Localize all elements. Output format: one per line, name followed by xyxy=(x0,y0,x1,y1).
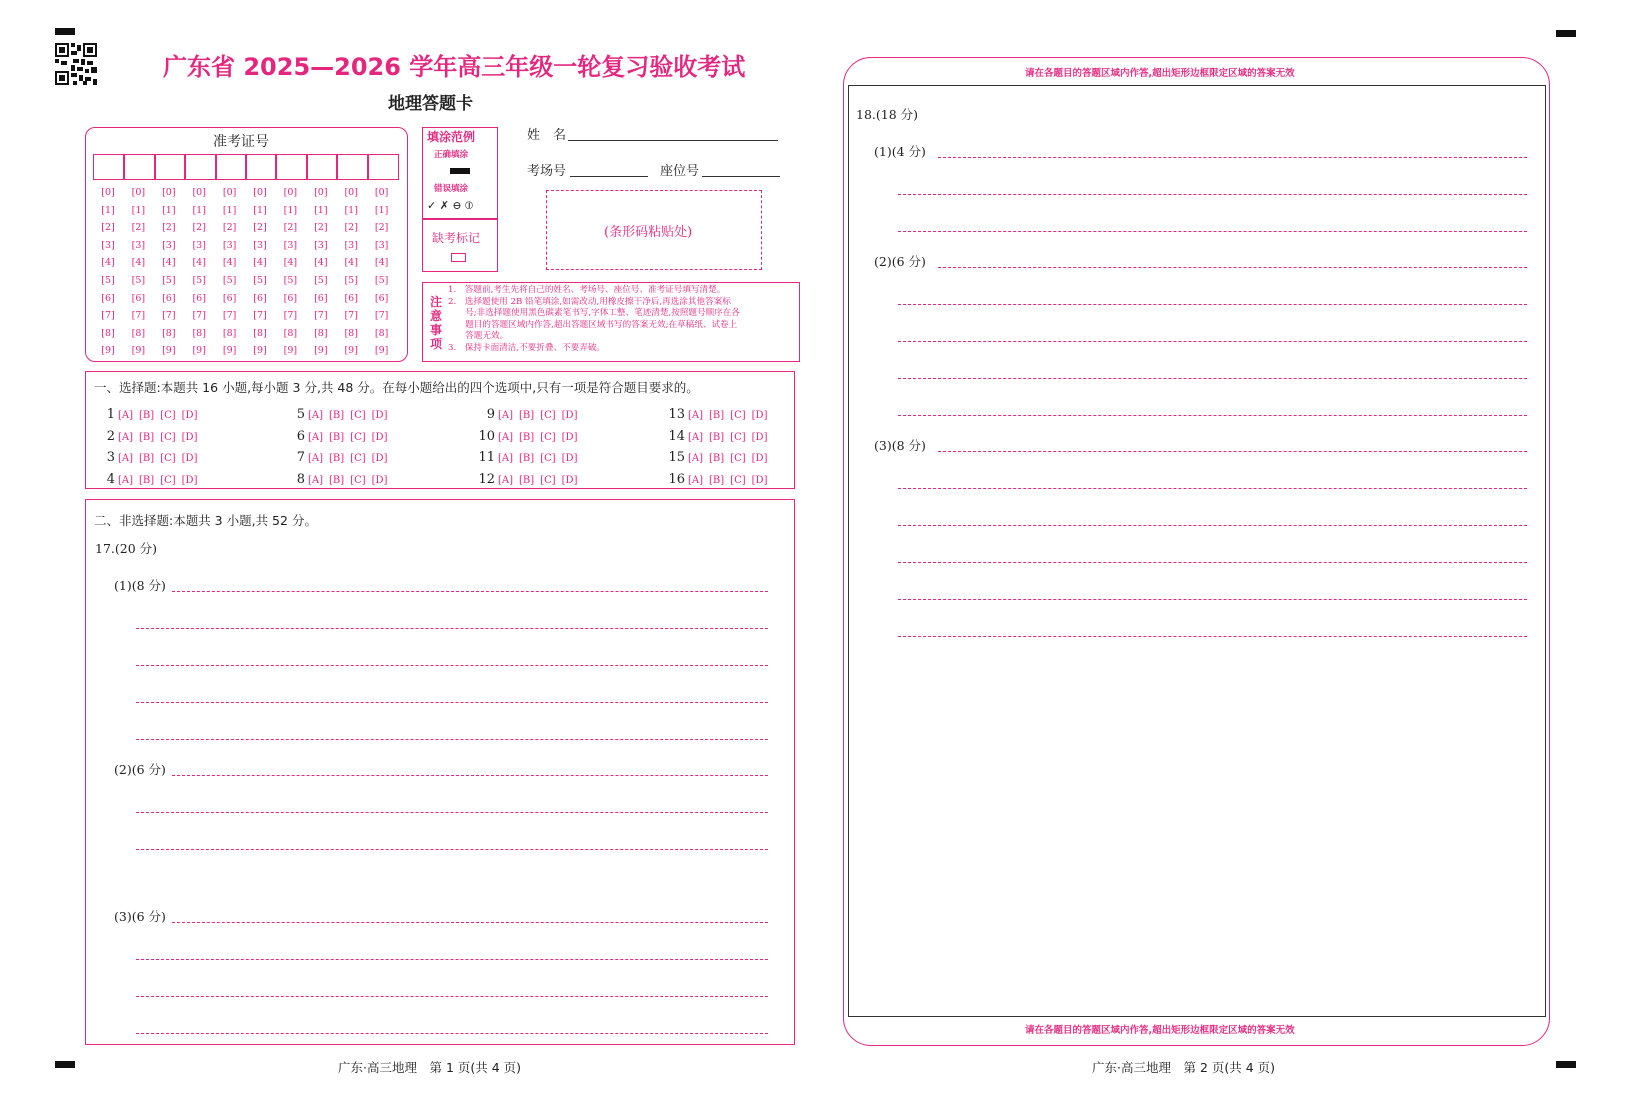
admission-digit-column xyxy=(125,184,151,360)
admission-digit-bubble[interactable]: [7] xyxy=(131,310,146,322)
choice-option-bubble[interactable]: [D] xyxy=(751,432,768,443)
choice-option-bubble[interactable]: [C] xyxy=(160,475,176,486)
admission-digit-cell[interactable] xyxy=(123,154,155,180)
choice-question-number: 7 xyxy=(296,450,305,465)
choice-question-number: 13 xyxy=(668,407,685,422)
q18-part3-label: (3)(8 分) xyxy=(874,438,926,453)
choice-option-bubble[interactable]: [B] xyxy=(329,410,345,421)
choice-question-row xyxy=(285,403,393,422)
admission-digit-bubble[interactable]: [2] xyxy=(192,222,206,234)
notice-item: 号;非选择题使用黑色碳素笔书写,字体工整、笔迹清楚,按照题号顺序在各 xyxy=(448,308,740,318)
choice-option-bubble[interactable]: [A] xyxy=(498,475,514,486)
name-field-line[interactable] xyxy=(568,140,778,141)
choice-option-bubble[interactable]: [A] xyxy=(308,475,324,486)
notice-label-char: 项 xyxy=(430,337,443,351)
choice-option-bubble[interactable]: [D] xyxy=(561,432,578,443)
admission-digit-bubble[interactable]: [5] xyxy=(344,274,358,286)
admission-digit-bubble[interactable]: [3] xyxy=(222,239,237,251)
name-field-label: 姓 名 xyxy=(527,128,567,143)
admission-digit-bubble[interactable]: [8] xyxy=(374,327,389,339)
admission-digit-bubble[interactable]: [1] xyxy=(101,204,115,216)
choice-option-bubble[interactable]: [A] xyxy=(498,453,514,464)
choice-option-bubble[interactable]: [A] xyxy=(118,453,134,464)
admission-digit-cell[interactable] xyxy=(154,154,186,180)
answer-line[interactable] xyxy=(898,194,1527,195)
admission-digit-bubble[interactable]: [8] xyxy=(222,327,237,339)
notice-label xyxy=(430,295,444,351)
notice-item: 答题无效。 xyxy=(448,331,509,341)
admission-digit-bubble[interactable]: [0] xyxy=(344,187,358,198)
admission-digit-bubble[interactable]: [6] xyxy=(222,292,237,304)
admission-digit-bubble[interactable]: [7] xyxy=(283,310,298,322)
registration-mark-top-right xyxy=(1556,30,1576,37)
admission-digit-bubble[interactable]: [4] xyxy=(283,257,298,269)
admission-digit-bubble[interactable]: [5] xyxy=(101,274,115,286)
card-subtitle: 地理答题卡 xyxy=(388,94,473,114)
choice-question-row xyxy=(665,468,773,487)
correct-fill-mark xyxy=(450,168,470,174)
choice-option-bubble[interactable]: [D] xyxy=(181,410,198,421)
admission-number-label: 准考证号 xyxy=(213,134,269,150)
admission-digit-bubble[interactable]: [3] xyxy=(374,239,389,251)
notice-label-char: 事 xyxy=(430,323,443,337)
choice-option-bubble[interactable]: [C] xyxy=(540,453,556,464)
admission-digit-bubble[interactable]: [1] xyxy=(162,204,176,216)
admission-digit-bubble[interactable]: [4] xyxy=(314,257,328,269)
q17-part3-label: (3)(6 分) xyxy=(114,909,166,924)
choice-option-bubble[interactable]: [D] xyxy=(751,410,768,421)
admission-digit-bubble[interactable]: [0] xyxy=(283,187,298,198)
choice-option-bubble[interactable]: [B] xyxy=(709,453,725,464)
fill-example-wrong-label: 错误填涂 xyxy=(434,184,469,194)
choice-option-bubble[interactable]: [A] xyxy=(308,432,324,443)
choice-question-number: 2 xyxy=(106,429,115,444)
choice-option-bubble[interactable]: [A] xyxy=(308,410,324,421)
choice-question-row xyxy=(475,446,583,465)
admission-digit-bubble[interactable]: [5] xyxy=(192,274,206,286)
admission-digit-bubble[interactable]: [6] xyxy=(344,292,358,304)
choice-question-number: 1 xyxy=(106,407,115,422)
registration-mark-top-left xyxy=(55,28,75,35)
choice-question-number: 8 xyxy=(296,472,305,487)
choice-option-bubble[interactable]: [A] xyxy=(118,410,134,421)
admission-digit-bubble[interactable]: [6] xyxy=(101,292,115,304)
admission-digit-bubble[interactable]: [1] xyxy=(314,204,328,216)
admission-digit-bubble[interactable]: [9] xyxy=(192,345,206,357)
admission-digit-bubble[interactable]: [8] xyxy=(131,327,146,339)
choice-option-bubble[interactable]: [A] xyxy=(688,453,704,464)
answer-line[interactable] xyxy=(938,267,1527,268)
admission-digit-bubble[interactable]: [3] xyxy=(314,239,328,251)
registration-mark-bottom-left xyxy=(55,1061,75,1068)
admission-digit-cell[interactable] xyxy=(336,154,368,180)
admission-digit-bubble[interactable]: [1] xyxy=(344,204,358,216)
answer-line[interactable] xyxy=(136,702,768,703)
choice-option-bubble[interactable]: [B] xyxy=(709,475,725,486)
admission-digit-bubble[interactable]: [7] xyxy=(374,310,389,322)
admission-digit-bubble[interactable]: [9] xyxy=(344,345,358,357)
choice-question-row xyxy=(285,446,393,465)
choice-option-bubble[interactable]: [D] xyxy=(181,432,198,443)
choice-option-bubble[interactable]: [B] xyxy=(329,432,345,443)
choice-option-bubble[interactable]: [B] xyxy=(139,410,155,421)
admission-digit-column xyxy=(247,184,273,360)
admission-digit-bubble[interactable]: [8] xyxy=(192,327,206,339)
absent-mark-label: 缺考标记 xyxy=(432,231,481,245)
fill-example-title: 填涂范例 xyxy=(427,130,476,144)
choice-option-bubble[interactable]: [D] xyxy=(181,453,198,464)
choice-question-number: 4 xyxy=(106,472,115,487)
admission-digit-bubble[interactable]: [3] xyxy=(101,239,115,251)
admission-digit-bubble[interactable]: [0] xyxy=(314,187,328,198)
admission-digit-bubble[interactable]: [2] xyxy=(374,222,389,234)
admission-digit-bubble[interactable]: [2] xyxy=(344,222,358,234)
answer-line[interactable] xyxy=(136,959,768,960)
choice-option-bubble[interactable]: [A] xyxy=(118,475,134,486)
answer-line[interactable] xyxy=(136,1033,768,1034)
answer-line[interactable] xyxy=(898,562,1527,563)
choice-option-bubble[interactable]: [C] xyxy=(350,453,366,464)
admission-digit-bubble[interactable]: [0] xyxy=(162,187,176,198)
choice-question-number: 5 xyxy=(296,407,305,422)
notice-label-char: 注 xyxy=(430,295,443,309)
answer-line[interactable] xyxy=(136,996,768,997)
free-response-heading: 二、非选择题:本题共 3 小题,共 52 分。 xyxy=(94,513,317,528)
admission-digit-bubble[interactable]: [6] xyxy=(314,292,328,304)
choice-option-bubble[interactable]: [B] xyxy=(519,453,535,464)
q17-part2-label: (2)(6 分) xyxy=(114,762,166,777)
answer-line[interactable] xyxy=(898,415,1527,416)
choice-option-bubble[interactable]: [A] xyxy=(688,475,704,486)
admission-digit-bubble[interactable]: [4] xyxy=(253,257,267,269)
answer-line[interactable] xyxy=(898,488,1527,489)
notice-label-char: 意 xyxy=(430,309,443,323)
choice-option-bubble[interactable]: [C] xyxy=(730,410,746,421)
admission-digit-bubble[interactable]: [7] xyxy=(192,310,206,322)
admission-digit-bubble[interactable]: [8] xyxy=(283,327,298,339)
admission-digit-bubble[interactable]: [6] xyxy=(253,292,267,304)
admission-digit-bubble[interactable]: [6] xyxy=(162,292,176,304)
admission-digit-bubble[interactable]: [9] xyxy=(283,345,298,357)
choice-option-bubble[interactable]: [D] xyxy=(371,410,388,421)
absent-mark-checkbox[interactable] xyxy=(451,253,466,262)
answer-line[interactable] xyxy=(898,341,1527,342)
admission-digit-bubble[interactable]: [1] xyxy=(192,204,206,216)
admission-digit-bubble[interactable]: [9] xyxy=(162,345,176,357)
choice-option-bubble[interactable]: [D] xyxy=(751,475,768,486)
choice-option-bubble[interactable]: [D] xyxy=(561,453,578,464)
choice-option-bubble[interactable]: [C] xyxy=(730,453,746,464)
choice-question-number: 10 xyxy=(478,429,495,444)
choice-question-row xyxy=(285,468,393,487)
answer-line[interactable] xyxy=(172,922,768,923)
page2-answer-area xyxy=(848,85,1546,1017)
page2-footer: 广东·高三地理 第 2 页(共 4 页) xyxy=(1092,1060,1276,1075)
admission-digit-bubble[interactable]: [6] xyxy=(131,292,146,304)
choice-option-bubble[interactable]: [C] xyxy=(160,432,176,443)
choice-option-bubble[interactable]: [A] xyxy=(498,432,514,443)
admission-digit-bubble[interactable]: [2] xyxy=(222,222,237,234)
choice-question-number: 6 xyxy=(296,429,305,444)
page2-warning-bottom: 请在各题目的答题区域内作答,超出矩形边框限定区域的答案无效 xyxy=(1025,1025,1295,1036)
choice-option-bubble[interactable]: [D] xyxy=(371,432,388,443)
admission-digit-bubble[interactable]: [0] xyxy=(374,187,389,198)
admission-digit-bubble[interactable]: [0] xyxy=(253,187,267,198)
choice-option-bubble[interactable]: [C] xyxy=(350,475,366,486)
admission-digit-bubble[interactable]: [7] xyxy=(101,310,115,322)
choice-question-number: 15 xyxy=(668,450,685,465)
answer-line[interactable] xyxy=(172,591,768,592)
choice-question-number: 9 xyxy=(486,407,495,422)
choice-option-bubble[interactable]: [C] xyxy=(730,475,746,486)
choice-option-bubble[interactable]: [B] xyxy=(519,432,535,443)
answer-line[interactable] xyxy=(938,451,1527,452)
admission-digit-bubble[interactable]: [5] xyxy=(131,274,146,286)
admission-digit-bubble[interactable]: [9] xyxy=(314,345,328,357)
admission-digit-bubble[interactable]: [1] xyxy=(283,204,298,216)
answer-line[interactable] xyxy=(136,665,768,666)
admission-digit-bubble[interactable]: [0] xyxy=(192,187,206,198)
admission-digit-bubble[interactable]: [2] xyxy=(131,222,146,234)
answer-line[interactable] xyxy=(898,378,1527,379)
admission-digit-bubble[interactable]: [9] xyxy=(222,345,237,357)
registration-mark-bottom-right xyxy=(1556,1061,1576,1068)
admission-digit-bubble[interactable]: [4] xyxy=(374,257,389,269)
qr-code xyxy=(55,43,97,85)
choice-option-bubble[interactable]: [D] xyxy=(751,453,768,464)
admission-digit-bubble[interactable]: [6] xyxy=(192,292,206,304)
room-field-line[interactable] xyxy=(570,176,648,177)
choice-question-row xyxy=(95,403,203,422)
admission-digit-bubble[interactable]: [3] xyxy=(162,239,176,251)
admission-digit-bubble[interactable]: [8] xyxy=(101,327,115,339)
answer-line[interactable] xyxy=(898,304,1527,305)
admission-digit-bubble[interactable]: [5] xyxy=(253,274,267,286)
choice-option-bubble[interactable]: [A] xyxy=(688,410,704,421)
admission-digit-bubble[interactable]: [8] xyxy=(344,327,358,339)
choice-question-row xyxy=(665,446,773,465)
admission-digit-bubble[interactable]: [3] xyxy=(192,239,206,251)
admission-digit-bubble[interactable]: [7] xyxy=(314,310,328,322)
choice-option-bubble[interactable]: [C] xyxy=(540,432,556,443)
seat-field-label: 座位号 xyxy=(660,164,700,179)
notice-items xyxy=(448,285,740,354)
admission-digit-bubble[interactable]: [4] xyxy=(131,257,146,269)
admission-digit-bubble[interactable]: [0] xyxy=(101,187,115,198)
q18-part2-label: (2)(6 分) xyxy=(874,254,926,269)
admission-digit-bubble[interactable]: [9] xyxy=(131,345,146,357)
admission-digit-bubble[interactable]: [9] xyxy=(374,345,389,357)
room-field-label: 考场号 xyxy=(527,164,567,179)
admission-digit-bubble[interactable]: [1] xyxy=(374,204,389,216)
wrong-fill-marks: ✓ ✗ ⊖ ⦶ xyxy=(427,199,474,212)
choice-option-bubble[interactable]: [A] xyxy=(498,410,514,421)
admission-digit-column xyxy=(369,184,395,360)
choice-question-row xyxy=(475,468,583,487)
admission-digit-bubble[interactable]: [6] xyxy=(374,292,389,304)
admission-digit-bubble[interactable]: [4] xyxy=(222,257,237,269)
free-response-box xyxy=(85,499,795,1045)
choice-question-number: 14 xyxy=(668,429,685,444)
notice-item: 3. 保持卡面清洁,不要折叠、不要弄破。 xyxy=(448,342,606,353)
admission-digit-column xyxy=(217,184,243,360)
choice-option-bubble[interactable]: [C] xyxy=(160,410,176,421)
admission-digit-bubble[interactable]: [5] xyxy=(374,274,389,286)
choice-section-heading: 一、选择题:本题共 16 小题,每小题 3 分,共 48 分。在每小题给出的四个选项中,只有一项是符合题目要求的。 xyxy=(94,380,699,395)
answer-line[interactable] xyxy=(172,775,768,776)
admission-digit-bubble[interactable]: [1] xyxy=(253,204,267,216)
admission-digit-cell[interactable] xyxy=(367,154,399,180)
admission-digit-column xyxy=(338,184,364,360)
answer-line[interactable] xyxy=(898,525,1527,526)
admission-digit-column xyxy=(95,184,121,360)
admission-digit-bubble[interactable]: [1] xyxy=(131,204,146,216)
choice-question-number: 3 xyxy=(106,450,115,465)
admission-digit-bubble[interactable]: [7] xyxy=(162,310,176,322)
admission-digit-bubble[interactable]: [2] xyxy=(162,222,176,234)
page1-footer: 广东·高三地理 第 1 页(共 4 页) xyxy=(338,1060,522,1075)
choice-question-number: 16 xyxy=(668,472,685,487)
answer-line[interactable] xyxy=(136,849,768,850)
choice-option-bubble[interactable]: [A] xyxy=(688,432,704,443)
question-17-label: 17.(20 分) xyxy=(95,541,158,556)
choice-option-bubble[interactable]: [C] xyxy=(350,432,366,443)
admission-digit-bubble[interactable]: [2] xyxy=(283,222,298,234)
admission-digit-bubble[interactable]: [4] xyxy=(192,257,206,269)
choice-option-bubble[interactable]: [B] xyxy=(519,475,535,486)
answer-line[interactable] xyxy=(136,739,768,740)
choice-option-bubble[interactable]: [D] xyxy=(371,453,388,464)
q18-part1-label: (1)(4 分) xyxy=(874,144,926,159)
choice-question-row xyxy=(665,425,773,444)
admission-digit-bubble[interactable]: [5] xyxy=(283,274,298,286)
choice-question-row xyxy=(475,403,583,422)
choice-question-number: 11 xyxy=(478,450,495,465)
choice-option-bubble[interactable]: [C] xyxy=(160,453,176,464)
admission-digit-bubble[interactable]: [3] xyxy=(283,239,298,251)
choice-option-bubble[interactable]: [D] xyxy=(181,475,198,486)
choice-question-number: 12 xyxy=(478,472,495,487)
notice-item: 2. 选择题使用 2B 铅笔填涂,如需改动,用橡皮擦干净后,再选涂其他答案标 xyxy=(448,296,731,307)
admission-digit-bubble[interactable]: [8] xyxy=(253,327,267,339)
choice-option-bubble[interactable]: [A] xyxy=(308,453,324,464)
admission-digit-cell[interactable] xyxy=(215,154,247,180)
admission-digit-bubble[interactable]: [3] xyxy=(253,239,267,251)
admission-digit-bubble[interactable]: [4] xyxy=(101,257,115,269)
choice-question-row xyxy=(95,468,203,487)
admission-digit-bubble[interactable]: [5] xyxy=(314,274,328,286)
admission-digit-cell[interactable] xyxy=(306,154,338,180)
barcode-label: (条形码粘贴处) xyxy=(604,225,693,240)
choice-option-bubble[interactable]: [B] xyxy=(139,432,155,443)
admission-digit-bubble[interactable]: [4] xyxy=(344,257,358,269)
admission-digit-bubble[interactable]: [4] xyxy=(162,257,176,269)
choice-option-bubble[interactable]: [D] xyxy=(371,475,388,486)
choice-question-row xyxy=(95,425,203,444)
choice-option-bubble[interactable]: [B] xyxy=(329,453,345,464)
choice-option-bubble[interactable]: [B] xyxy=(139,475,155,486)
admission-digit-cell[interactable] xyxy=(93,154,125,180)
admission-digit-cell[interactable] xyxy=(275,154,307,180)
admission-digit-bubble[interactable]: [6] xyxy=(283,292,298,304)
admission-digit-bubble[interactable]: [5] xyxy=(162,274,176,286)
notice-item: 题目的答题区域内作答,超出答题区域书写的答案无效;在草稿纸、试卷上 xyxy=(448,319,738,330)
answer-line[interactable] xyxy=(898,231,1527,232)
choice-option-bubble[interactable]: [B] xyxy=(709,432,725,443)
choice-option-bubble[interactable]: [D] xyxy=(561,410,578,421)
choice-question-row xyxy=(95,446,203,465)
admission-digit-bubble[interactable]: [9] xyxy=(253,345,267,357)
admission-digit-bubble[interactable]: [7] xyxy=(253,310,267,322)
admission-digit-cell[interactable] xyxy=(245,154,277,180)
admission-digit-bubble[interactable]: [2] xyxy=(253,222,267,234)
admission-digit-bubble[interactable]: [2] xyxy=(101,222,115,234)
choice-option-bubble[interactable]: [B] xyxy=(139,453,155,464)
admission-digit-bubble[interactable]: [0] xyxy=(222,187,237,198)
admission-digit-bubble[interactable]: [7] xyxy=(344,310,358,322)
admission-digit-cell[interactable] xyxy=(184,154,216,180)
choice-option-bubble[interactable]: [C] xyxy=(730,432,746,443)
answer-line[interactable] xyxy=(136,628,768,629)
admission-digit-bubble[interactable]: [7] xyxy=(222,310,237,322)
choice-question-row xyxy=(665,403,773,422)
choice-option-bubble[interactable]: [D] xyxy=(561,475,578,486)
choice-option-bubble[interactable]: [B] xyxy=(329,475,345,486)
q17-part1-label: (1)(8 分) xyxy=(114,578,166,593)
admission-digit-bubble[interactable]: [8] xyxy=(162,327,176,339)
choice-option-bubble[interactable]: [B] xyxy=(709,410,725,421)
admission-digit-column xyxy=(277,184,303,360)
admission-digit-bubble[interactable]: [8] xyxy=(314,327,328,339)
answer-line[interactable] xyxy=(938,157,1527,158)
answer-line[interactable] xyxy=(898,636,1527,637)
admission-digit-column xyxy=(308,184,334,360)
admission-digit-bubble[interactable]: [3] xyxy=(344,239,358,251)
admission-digit-bubble[interactable]: [3] xyxy=(131,239,146,251)
question-18-label: 18.(18 分) xyxy=(856,107,919,122)
choice-option-bubble[interactable]: [A] xyxy=(118,432,134,443)
choice-option-bubble[interactable]: [C] xyxy=(350,410,366,421)
choice-question-row xyxy=(475,425,583,444)
fill-example-correct-label: 正确填涂 xyxy=(434,150,469,160)
admission-digit-bubble[interactable]: [1] xyxy=(222,204,237,216)
choice-option-bubble[interactable]: [C] xyxy=(540,410,556,421)
admission-digit-bubble[interactable]: [0] xyxy=(131,187,146,198)
admission-digit-column xyxy=(186,184,212,360)
admission-digit-bubble[interactable]: [5] xyxy=(222,274,237,286)
admission-digit-bubble[interactable]: [9] xyxy=(101,345,115,357)
admission-digit-column xyxy=(156,184,182,360)
admission-digit-bubble[interactable]: [2] xyxy=(314,222,328,234)
choice-option-bubble[interactable]: [B] xyxy=(519,410,535,421)
exam-title: 广东省 2025—2026 学年高三年级一轮复习验收考试 xyxy=(163,53,746,81)
answer-line[interactable] xyxy=(898,599,1527,600)
choice-option-bubble[interactable]: [C] xyxy=(540,475,556,486)
answer-line[interactable] xyxy=(136,812,768,813)
choice-question-row xyxy=(285,425,393,444)
seat-field-line[interactable] xyxy=(702,176,780,177)
page2-warning-top: 请在各题目的答题区域内作答,超出矩形边框限定区域的答案无效 xyxy=(1025,68,1295,79)
notice-item: 1. 答题前,考生先将自己的姓名、考场号、座位号、准考证号填写清楚。 xyxy=(448,285,726,295)
